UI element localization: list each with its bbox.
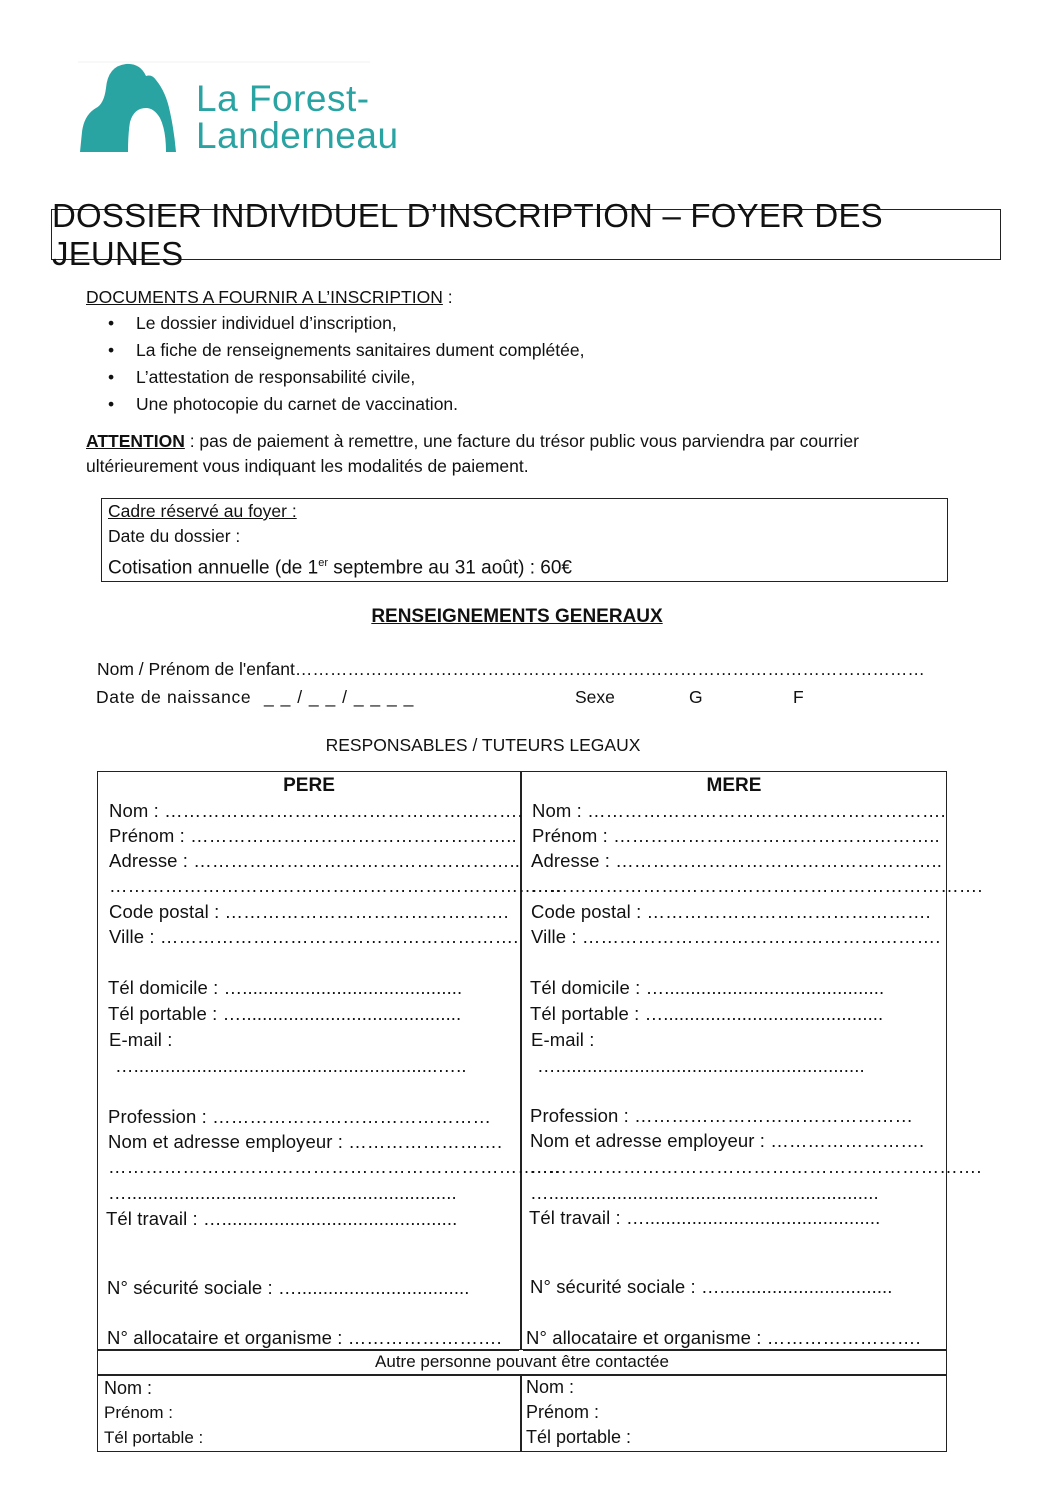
other-contact-tel-right: Tél portable : bbox=[526, 1427, 632, 1447]
sexe-f: F bbox=[793, 687, 804, 707]
pere-securite-sociale: N° sécurité sociale : …................................. bbox=[107, 1277, 470, 1298]
document-title: DOSSIER INDIVIDUEL D’INSCRIPTION – FOYER DES JEUNES bbox=[52, 196, 883, 272]
list-item-text: Une photocopie du carnet de vaccination. bbox=[136, 394, 459, 414]
list-item-text: L’attestation de responsabilité civile, bbox=[136, 367, 416, 387]
cotisation-pre: Cotisation annuelle (de 1 bbox=[108, 557, 319, 579]
mere-employeur-3: …............................................................... bbox=[530, 1182, 879, 1203]
bullet-icon: • bbox=[108, 313, 115, 333]
dossier-date: Date du dossier : bbox=[108, 526, 241, 546]
list-item bbox=[108, 338, 584, 365]
logo-line-1: La Forest- bbox=[196, 78, 370, 119]
mere-ville: Ville : …………………………………………………. bbox=[531, 926, 941, 947]
birth-format: _ _ / _ _ / _ _ _ _ bbox=[264, 687, 415, 707]
mere-securite-sociale: N° sécurité sociale : …................................. bbox=[530, 1276, 893, 1297]
mere-email-2: …........................................................... bbox=[537, 1055, 865, 1076]
logo-line-2: Landerneau bbox=[196, 115, 399, 156]
mere-allocataire: N° allocataire et organisme : ……………………. bbox=[526, 1327, 921, 1348]
guardians-title: RESPONSABLES / TUTEURS LEGAUX bbox=[325, 735, 641, 755]
pere-tel-portable: Tél portable : ….......................................... bbox=[108, 1003, 462, 1024]
sexe-g: G bbox=[689, 687, 703, 707]
mere-nom: Nom : …………………………………………………. bbox=[532, 800, 946, 821]
birth-row bbox=[96, 685, 856, 709]
pere-allocataire: N° allocataire et organisme : ……………………. bbox=[107, 1327, 502, 1348]
birth-label: Date de naissance bbox=[96, 687, 252, 707]
child-name-field: Nom / Prénom de l'enfant……………………………………………………………………………………………… bbox=[97, 659, 925, 679]
pere-employeur: Nom et adresse employeur : ……………………. bbox=[108, 1131, 503, 1152]
pere-profession: Profession : ……………………………………… bbox=[108, 1106, 492, 1127]
documents-heading bbox=[86, 286, 453, 308]
reserved-box bbox=[101, 498, 948, 582]
bullet-icon: • bbox=[108, 367, 115, 387]
other-contact-nom-right: Nom : bbox=[526, 1377, 575, 1397]
list-item-text: La fiche de renseignements sanitaires dument complétée, bbox=[136, 340, 585, 360]
cotisation-line bbox=[108, 549, 941, 582]
other-contact-title: Autre personne pouvant être contactée bbox=[375, 1352, 669, 1371]
bullet-icon: • bbox=[108, 394, 115, 414]
mere-heading: MERE bbox=[706, 775, 762, 796]
pere-employeur-2: ………………………………………………………………. bbox=[108, 1156, 560, 1177]
row-divider bbox=[97, 1374, 947, 1376]
list-item bbox=[108, 311, 584, 338]
other-contact-tel-left: Tél portable : bbox=[104, 1428, 204, 1447]
mere-email: E-mail : bbox=[531, 1029, 595, 1050]
mere-employeur-2: ………………………………………………………………. bbox=[530, 1156, 982, 1177]
attention-label: ATTENTION bbox=[86, 431, 185, 451]
pere-email: E-mail : bbox=[109, 1029, 173, 1050]
pere-employeur-3: …............................................................... bbox=[108, 1182, 457, 1203]
section-title-text: RENSEIGNEMENTS GENERAUX bbox=[371, 606, 663, 627]
mere-prenom: Prénom : …………………………………………….. bbox=[532, 825, 940, 846]
bullet-icon: • bbox=[108, 340, 115, 360]
mere-tel-portable: Tél portable : ….......................................... bbox=[530, 1003, 884, 1024]
pere-adresse-2: ………………………………………………………………. bbox=[109, 875, 561, 896]
logo-text bbox=[196, 80, 399, 154]
list-item bbox=[108, 392, 584, 419]
cotisation-post: septembre au 31 août) : 60€ bbox=[327, 557, 572, 579]
documents-heading-label: DOCUMENTS A FOURNIR A L’INSCRIPTION bbox=[86, 287, 443, 307]
section-title bbox=[0, 606, 1034, 628]
mere-tel-domicile: Tél domicile : ….......................................... bbox=[530, 977, 885, 998]
documents-heading-suffix: : bbox=[442, 287, 453, 307]
attention-line-1: : pas de paiement à remettre, une facture du trésor public vous parviendra par courrier bbox=[184, 431, 859, 451]
other-contact-prenom-right: Prénom : bbox=[526, 1402, 600, 1422]
pere-nom: Nom : …………………………………………………. bbox=[109, 800, 523, 821]
pere-tel-domicile: Tél domicile : ….......................................... bbox=[108, 977, 463, 998]
reserved-heading: Cadre réservé au foyer : bbox=[108, 501, 297, 521]
pere-adresse: Adresse : …………………………………………….. bbox=[109, 850, 520, 871]
mere-tel-travail: Tél travail : …............................................. bbox=[529, 1207, 881, 1228]
cotisation-sup: er bbox=[318, 557, 328, 569]
documents-list bbox=[108, 311, 584, 419]
pere-prenom: Prénom : …………………………………………….. bbox=[109, 825, 517, 846]
list-item bbox=[108, 365, 584, 392]
document-title-box bbox=[51, 196, 1001, 272]
other-contact-prenom-left: Prénom : bbox=[104, 1403, 173, 1422]
pere-email-2: …..........................................................….. bbox=[115, 1055, 467, 1076]
arch-shape-icon bbox=[80, 64, 176, 152]
pere-heading: PERE bbox=[283, 775, 335, 796]
list-item-text: Le dossier individuel d’inscription, bbox=[136, 313, 397, 333]
pere-ville: Ville : …………………………………………………. bbox=[109, 926, 519, 947]
mere-adresse: Adresse : …………………………………………….. bbox=[531, 850, 942, 871]
pere-code-postal: Code postal : ………………………………………. bbox=[109, 901, 509, 922]
attention-line-2: ultérieurement vous indiquant les modalités de paiement. bbox=[86, 456, 529, 476]
attention-note bbox=[86, 429, 859, 479]
other-contact-nom-left: Nom : bbox=[104, 1378, 153, 1398]
mere-employeur: Nom et adresse employeur : ……………………. bbox=[530, 1130, 925, 1151]
mere-profession: Profession : ……………………………………… bbox=[530, 1105, 914, 1126]
pere-tel-travail: Tél travail : …............................................. bbox=[106, 1208, 458, 1229]
mere-code-postal: Code postal : ………………………………………. bbox=[531, 901, 931, 922]
sexe-label: Sexe bbox=[575, 687, 615, 707]
mere-adresse-2: ………………………………………………………………. bbox=[531, 875, 983, 896]
